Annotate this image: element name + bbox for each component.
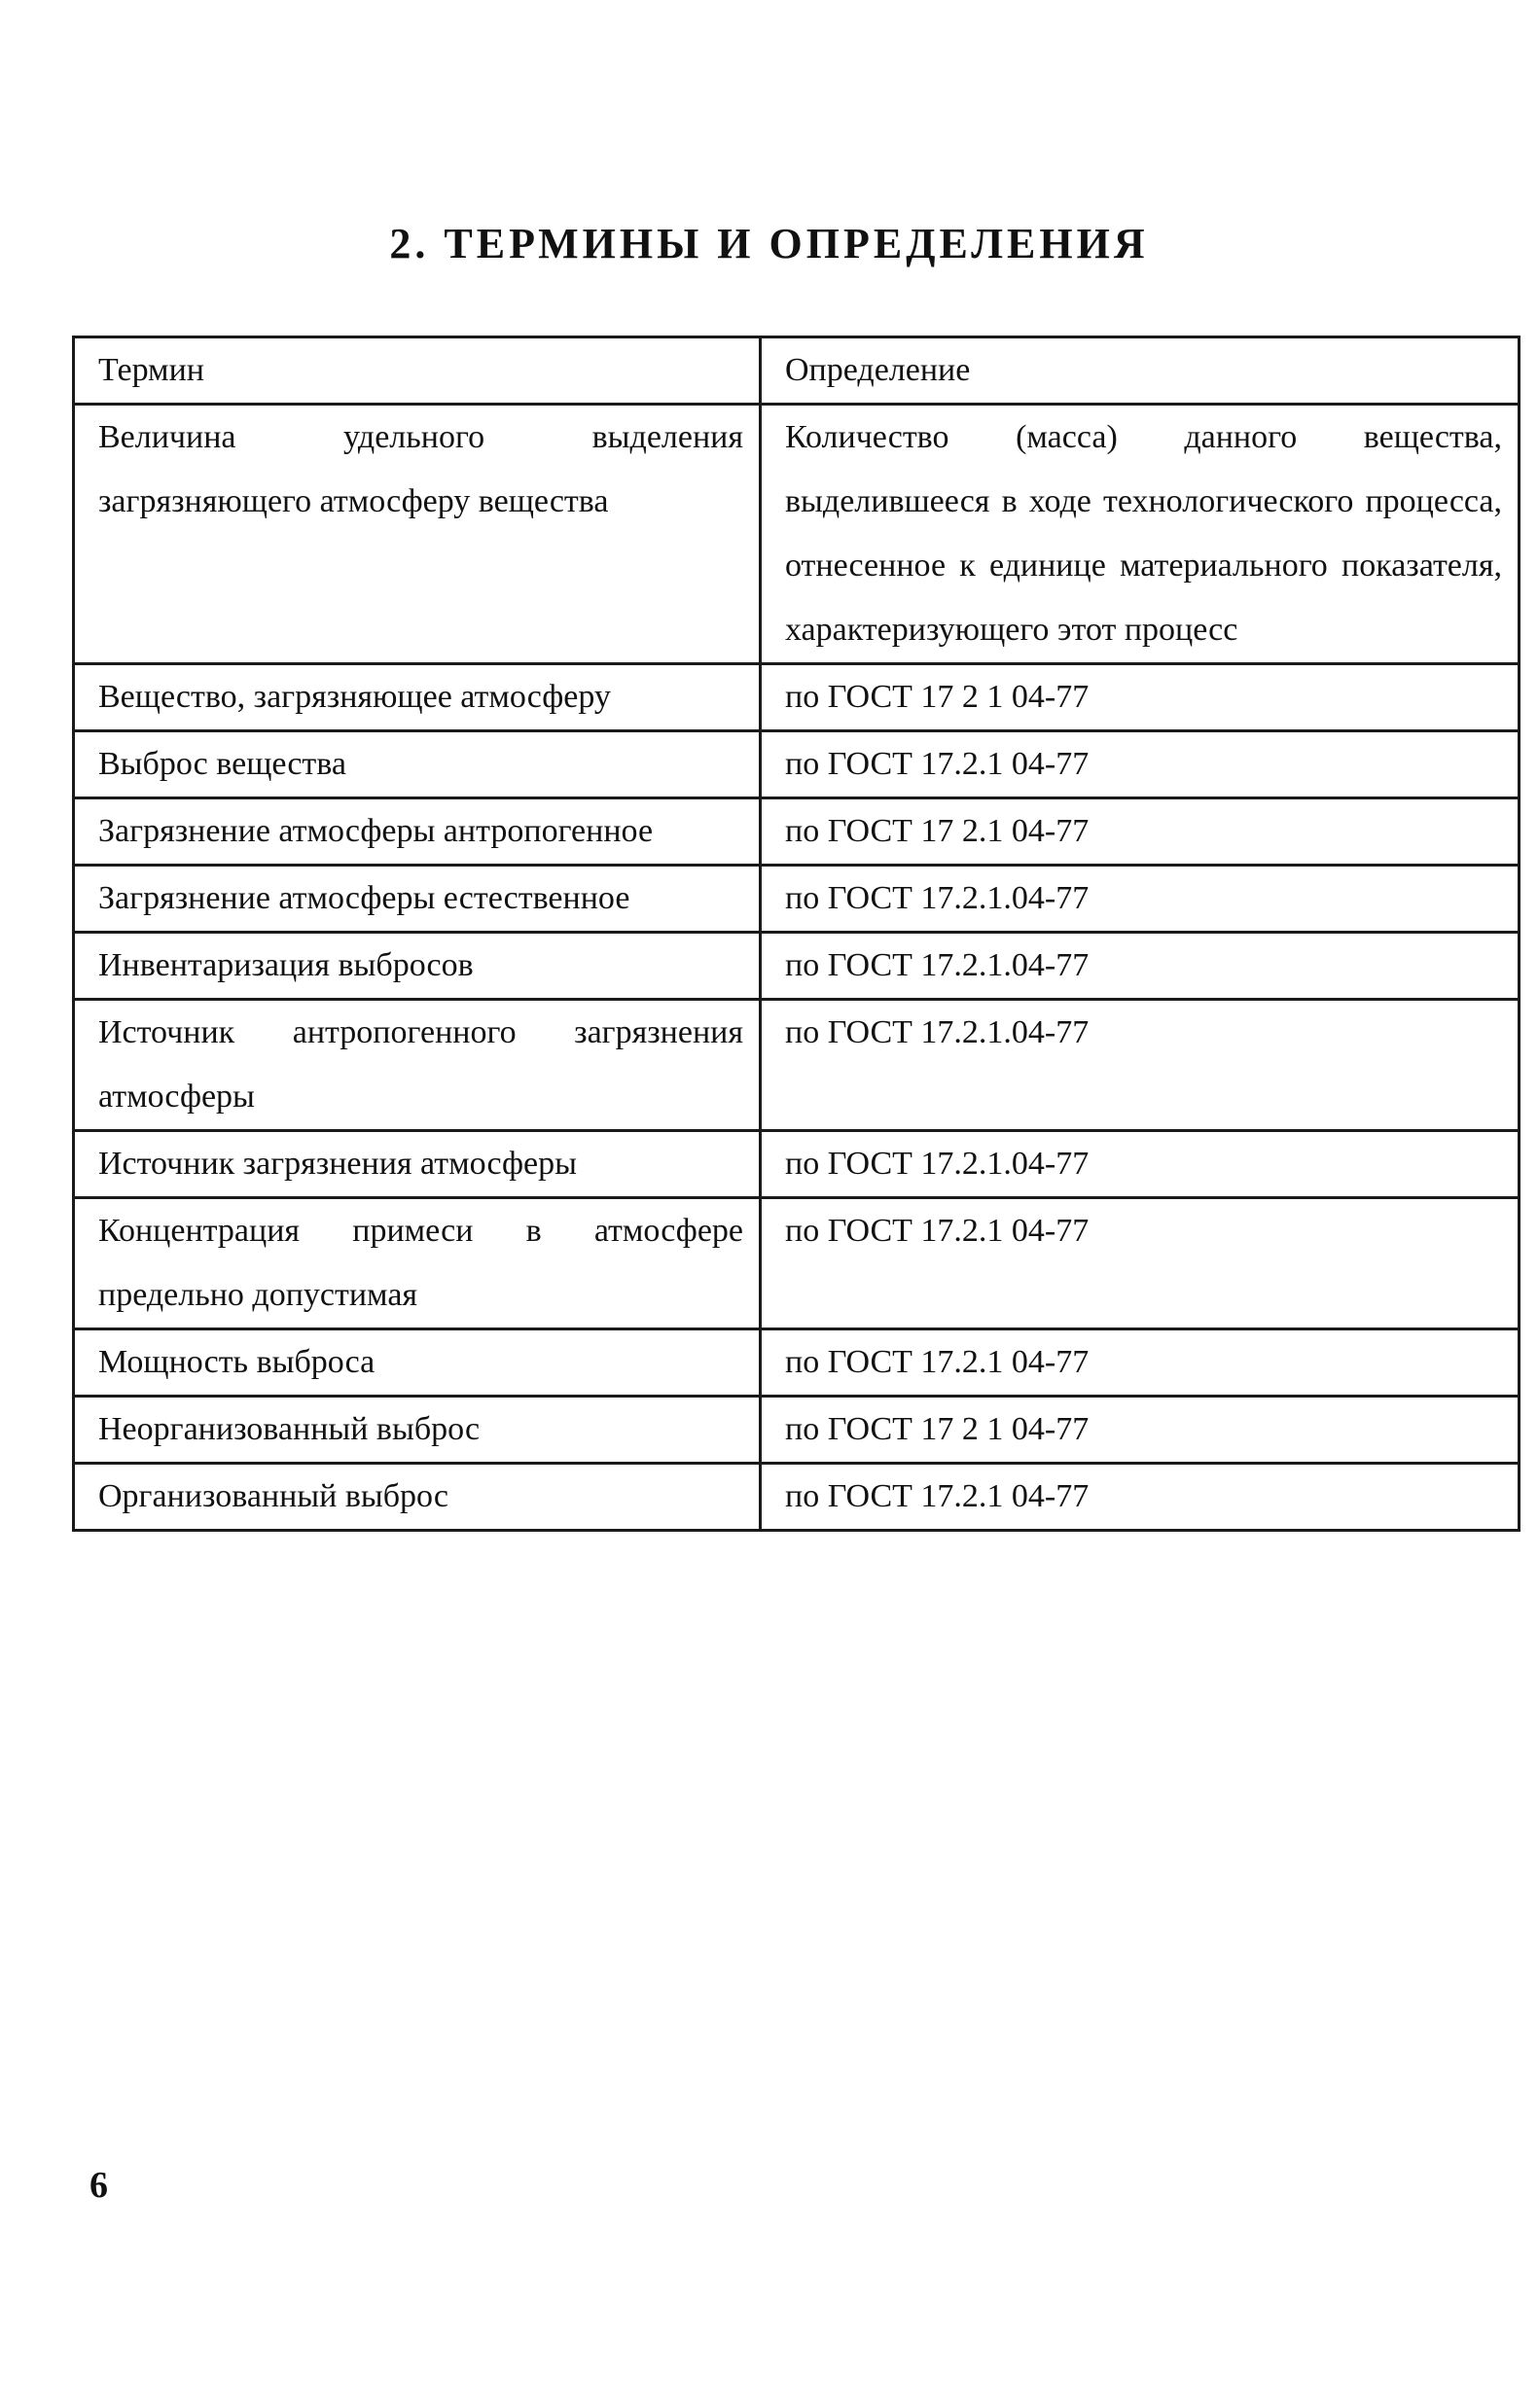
term-cell: Загрязнение атмосферы антропогенное — [74, 798, 761, 866]
table-row — [74, 1000, 1520, 1131]
term-cell: Источник загрязнения атмосферы — [74, 1131, 761, 1198]
term-cell: Источник антропогенного загрязнения атмосферы — [74, 1000, 761, 1131]
table-row — [74, 1329, 1520, 1397]
table-row — [74, 866, 1520, 933]
table-row — [74, 798, 1520, 866]
definition-cell: по ГОСТ 17.2.1 04-77 — [761, 1198, 1520, 1329]
definition-cell: по ГОСТ 17 2.1 04-77 — [761, 798, 1520, 866]
page-number: 6 — [89, 2165, 108, 2206]
term-cell: Мощность выброса — [74, 1329, 761, 1397]
header-term: Термин — [74, 337, 761, 405]
definition-cell: по ГОСТ 17.2.1 04-77 — [761, 731, 1520, 798]
table-row — [74, 1464, 1520, 1531]
term-cell: Инвентаризация выбросов — [74, 933, 761, 1000]
term-cell: Организованный выброс — [74, 1464, 761, 1531]
header-definition: Определение — [761, 337, 1520, 405]
table-row — [74, 1198, 1520, 1329]
table-row — [74, 1397, 1520, 1464]
definition-cell: по ГОСТ 17.2.1.04-77 — [761, 1000, 1520, 1131]
definition-cell: Количество (масса) данного вещества, выделившееся в ходе технологического процесса, отнесенное к единице материального показателя, характеризующего этот процесс — [761, 405, 1520, 664]
definition-cell: по ГОСТ 17 2 1 04-77 — [761, 664, 1520, 731]
definition-cell: по ГОСТ 17.2.1.04-77 — [761, 933, 1520, 1000]
table-row — [74, 1131, 1520, 1198]
definition-cell: по ГОСТ 17.2.1 04-77 — [761, 1464, 1520, 1531]
table-header-row — [74, 337, 1520, 405]
term-cell: Неорганизованный выброс — [74, 1397, 761, 1464]
term-cell: Вещество, загрязняющее атмосферу — [74, 664, 761, 731]
term-cell: Загрязнение атмосферы естественное — [74, 866, 761, 933]
definition-cell: по ГОСТ 17.2.1 04-77 — [761, 1329, 1520, 1397]
term-cell: Концентрация примеси в атмосфере предельно допустимая — [74, 1198, 761, 1329]
definition-cell: по ГОСТ 17.2.1.04-77 — [761, 866, 1520, 933]
terms-table — [72, 336, 1520, 1532]
term-cell: Выброс вещества — [74, 731, 761, 798]
table-row — [74, 731, 1520, 798]
definition-cell: по ГОСТ 17 2 1 04-77 — [761, 1397, 1520, 1464]
table-row — [74, 933, 1520, 1000]
table-row — [74, 664, 1520, 731]
term-cell: Величина удельного выделения загрязняющего атмосферу вещества — [74, 405, 761, 664]
definition-cell: по ГОСТ 17.2.1.04-77 — [761, 1131, 1520, 1198]
section-title: 2. ТЕРМИНЫ И ОПРЕДЕЛЕНИЯ — [389, 220, 1149, 267]
table-row — [74, 405, 1520, 664]
